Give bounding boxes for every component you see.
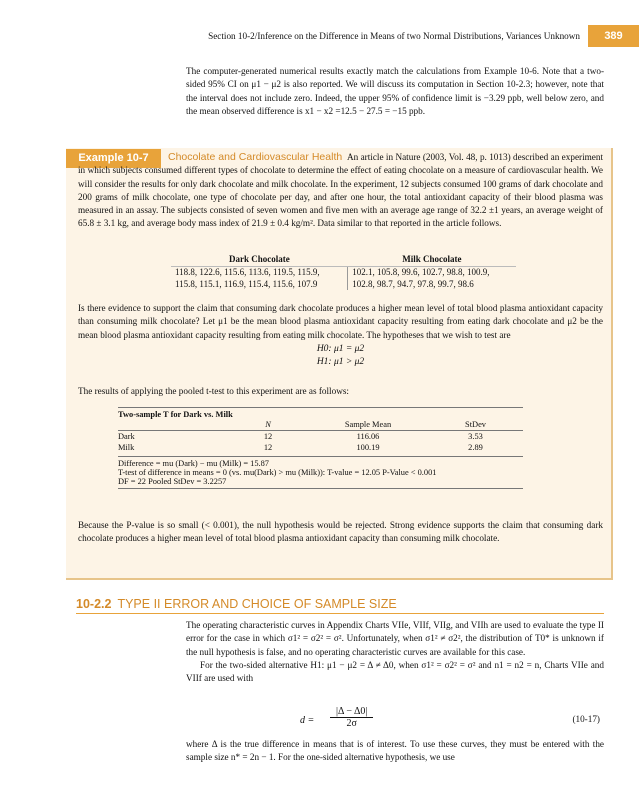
output-line: Difference = mu (Dark) − mu (Milk) = 15.87 xyxy=(118,456,523,468)
table-header: Milk Chocolate xyxy=(348,252,516,267)
equation-denominator: 2σ xyxy=(346,718,357,729)
output-col-header: StDev xyxy=(465,420,486,429)
output-col-header: N xyxy=(265,420,271,429)
section-paragraph-1 xyxy=(186,619,604,685)
table-cell: 100.19 xyxy=(356,443,380,452)
table-row xyxy=(171,279,516,291)
table-cell: 12 xyxy=(263,432,273,441)
table-cell: 2.89 xyxy=(468,443,483,452)
intro-paragraph: The computer-generated numerical results exactly match the calculations from Example 10-6. Note that a two-sided 95% CI on μ1 − μ2 is also reported. We will discuss its computation in Section 10-2.3; however, note that the interval does not include zero. Indeed, the upper 95% of confidence limit is −3.29 ppb, well below zero, and the mean observed difference is x1 − x2 =12.5 − 27.5 = −15 ppb. xyxy=(186,66,604,116)
table-cell: 3.53 xyxy=(468,432,483,441)
table-cell: 118.8, 122.6, 115.6, 113.6, 119.5, 115.9, xyxy=(171,267,348,279)
equation-10-17 xyxy=(300,706,600,736)
example-title: Chocolate and Cardiovascular Health xyxy=(168,151,343,163)
output-title: Two-sample T for Dark vs. Milk xyxy=(118,407,523,419)
output-line: T-test of difference in means = 0 (vs. mu(Dark) > mu (Milk)): T-value = 12.05 P-Value < 0.001 xyxy=(118,468,437,477)
table-cell: 12 xyxy=(263,443,273,452)
alt-hypothesis: H1: μ1 > μ2 xyxy=(316,357,365,368)
section-text-2: For the two-sided alternative H1: μ1 − μ2 = Δ ≠ Δ0, when σ1² = σ2² = σ² and n1 = n2 = n, Charts VIIe and VIIf are used with xyxy=(186,659,604,684)
output-col-header: Sample Mean xyxy=(344,420,392,429)
example-label: Example 10-7 xyxy=(66,149,161,168)
output-col-header xyxy=(118,419,228,431)
table-cell: Milk xyxy=(118,443,135,452)
table-cell: 115.8, 115.1, 116.9, 115.4, 115.6, 107.9 xyxy=(171,279,348,291)
table-row xyxy=(171,267,516,279)
section-number: 10-2.2 xyxy=(76,597,112,611)
equation-lhs: d = xyxy=(300,715,315,726)
table-cell: Dark xyxy=(118,432,135,441)
running-head: Section 10-2/Inference on the Difference in Means of two Normal Distributions, Variances Unknown xyxy=(208,31,580,41)
equation-numerator: |Δ − Δ0| xyxy=(330,706,373,718)
chocolate-data-table xyxy=(171,252,516,290)
section-text-1: The operating characteristic curves in Appendix Charts VIIe, VIIf, VIIg, and VIIh are used to evaluate the type II error for the case in which σ1² = σ2² = σ². Unfortunately, when σ1² ≠ σ2², the distribution of T0* is unknown if the null hypothesis is false, and no operating characteristic curves are available for this case. xyxy=(186,620,604,657)
table-row xyxy=(118,442,523,453)
null-hypothesis: H0: μ1 = μ2 xyxy=(316,343,365,354)
example-paragraph-4: Because the P-value is so small (< 0.001), the null hypothesis would be rejected. Strong evidence supports the claim that consuming dark chocolate produces a higher mean level of total blood plasma antioxidant capacity than consuming milk chocolate. xyxy=(78,520,603,544)
table-header: Dark Chocolate xyxy=(171,252,348,267)
table-cell: 116.06 xyxy=(356,432,380,441)
example-text-2: Is there evidence to support the claim that consuming dark chocolate produces a higher mean level of total blood plasma antioxidant capacity than consuming milk chocolate? Let μ1 be the mean blood plasma antioxidant capacity resulting from eating dark chocolate and μ2 be the mean blood plasma antioxidant capacity resulting from eating milk chocolate. The hypotheses that we wish to test are xyxy=(78,303,603,340)
example-text-1: An article in Nature (2003, Vol. 48, p. 1013) described an experiment in which subjects consumed different types of chocolate to determine the effect of eating chocolate on a measure of cardiovascular health. We will consider the results for only dark chocolate and milk chocolate. In the experiment, 12 subjects consumed 100 grams of dark chocolate and 200 grams of milk chocolate, one type of chocolate per day, and after one hour, the total antioxidant capacity of their blood plasma was measured in an assay. The subjects consisted of seven women and five men with an average age range of 32.2 ±1 years, an average weight of 65.8 ± 3.1 kg, and average body mass index of 21.9 ± 0.4 kg/m². Data similar to that reported in the article follows. xyxy=(78,152,604,229)
output-line: DF = 22 Pooled StDev = 3.2257 xyxy=(118,477,523,489)
equation-fraction xyxy=(330,706,373,729)
example-paragraph-3: The results of applying the pooled t-test to this experiment are as follows: xyxy=(78,386,349,396)
table-cell: 102.8, 98.7, 94.7, 97.8, 99.7, 98.6 xyxy=(352,278,474,289)
minitab-output xyxy=(118,407,523,489)
page-number: 389 xyxy=(588,25,639,47)
table-cell: 102.1, 105.8, 99.6, 102.7, 98.8, 100.9, xyxy=(352,267,490,277)
example-paragraph-1 xyxy=(78,151,603,231)
section-heading xyxy=(76,597,604,614)
example-paragraph-2 xyxy=(78,302,603,369)
equation-label: (10-17) xyxy=(572,714,600,724)
table-row xyxy=(118,431,523,443)
section-title: TYPE II ERROR AND CHOICE OF SAMPLE SIZE xyxy=(117,597,397,611)
section-paragraph-3: where Δ is the true difference in means that is of interest. To use these curves, they must be entered with the sample size n* = 2n − 1. For the one-sided alternative hypothesis, we use xyxy=(186,739,604,763)
